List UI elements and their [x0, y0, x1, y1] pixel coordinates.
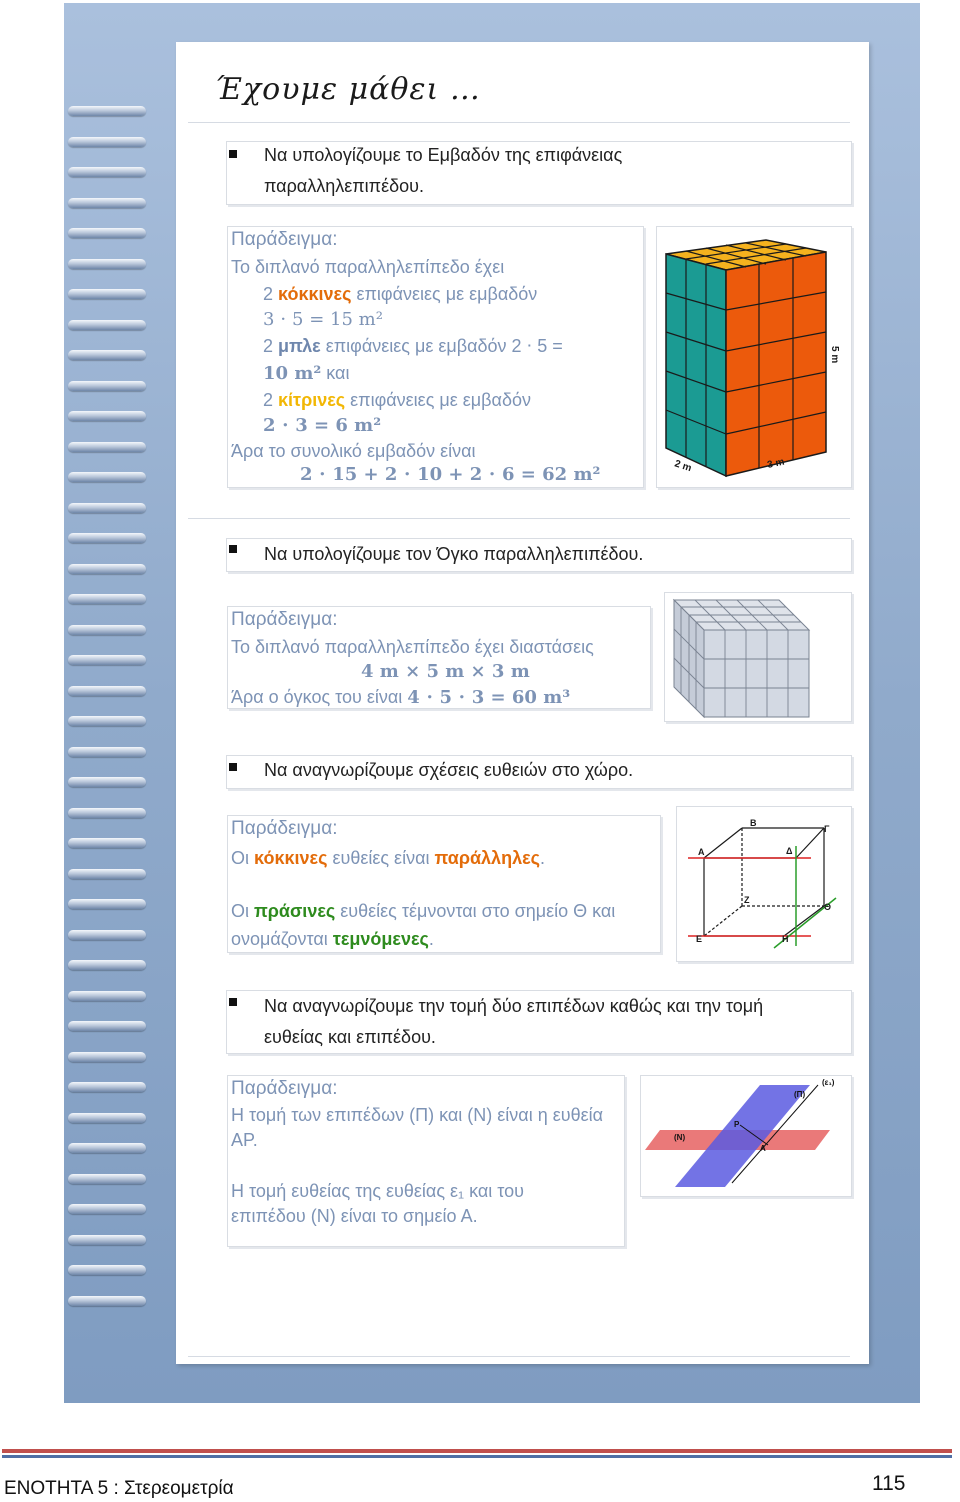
binding-ring: [64, 1076, 150, 1098]
binding-ring: [64, 558, 150, 580]
colored-cuboid-illustration: [656, 226, 850, 486]
binding-ring: [64, 1107, 150, 1129]
bullet-icon: [229, 150, 237, 158]
vertex-label: Δ: [786, 846, 793, 856]
math-line: 10 m² και: [263, 363, 350, 384]
bullet-text: Να υπολογίζουμε τον Όγκο παραλληλεπιπέδου.: [264, 544, 644, 564]
example-label: Παράδειγμα:: [231, 1078, 338, 1099]
example-label: Παράδειγμα:: [231, 818, 338, 839]
vertex-label: Θ: [824, 902, 832, 912]
binding-ring: [64, 161, 150, 183]
vertex-label: Α: [698, 847, 705, 857]
bullet-text: Να αναγνωρίζουμε σχέσεις ευθειών στο χώρο.: [264, 760, 634, 780]
footer-rule-blue: [2, 1455, 952, 1458]
binding-ring: [64, 710, 150, 732]
binding-ring: [64, 405, 150, 427]
binding-ring: [64, 1229, 150, 1251]
binding-ring: [64, 466, 150, 488]
binding-ring: [64, 649, 150, 671]
binding-ring: [64, 497, 150, 519]
binding-ring: [64, 832, 150, 854]
binding-ring: [64, 771, 150, 793]
bullet-text: παραλληλεπιπέδου.: [264, 176, 424, 196]
ruled-line: [188, 518, 850, 519]
math-line: 2 ⋅ 15 + 2 ⋅ 10 + 2 ⋅ 6 = 62 m²: [300, 464, 601, 485]
example-line-yellow: 2 κίτρινες επιφάνειες με εμβαδόν: [263, 390, 531, 410]
vertex-label: Β: [750, 818, 757, 828]
math-line: 3 ⋅ 5 = 15 m²: [263, 309, 383, 330]
example-label: Παράδειγμα:: [231, 609, 338, 630]
binding-ring: [64, 893, 150, 915]
example-text: ονομάζονται τεμνόμενες.: [231, 929, 434, 949]
bullet-text: Να αναγνωρίζουμε την τομή δύο επιπέδων καθώς και την τομή: [264, 996, 764, 1016]
dimension-label: 5 m: [829, 346, 840, 364]
bullet-text: ευθείας και επιπέδου.: [264, 1027, 436, 1047]
spiral-binding: [64, 100, 150, 1320]
example-text: Άρα το συνολικό εμβαδόν είναι: [231, 441, 476, 461]
binding-ring: [64, 741, 150, 763]
ruled-line: [188, 1356, 850, 1357]
example-text: Οι πράσινες ευθείες τέμνονται στο σημείο Θ και: [231, 901, 616, 921]
binding-ring: [64, 924, 150, 946]
binding-ring: [64, 802, 150, 824]
binding-ring: [64, 1015, 150, 1037]
binding-ring: [64, 527, 150, 549]
vertex-label: Γ: [824, 824, 830, 834]
example-text: Οι κόκκινες ευθείες είναι παράλληλες.: [231, 848, 545, 868]
bullet-icon: [229, 763, 237, 771]
binding-ring: [64, 253, 150, 275]
example-line-red: 2 κόκκινες επιφάνειες με εμβαδόν: [263, 284, 538, 304]
example-text: Η τομή των επιπέδων (Π) και (Ν) είναι η ευθεία: [231, 1105, 604, 1125]
dimension-label: 3 m: [766, 456, 786, 471]
binding-ring: [64, 131, 150, 153]
ruled-line: [188, 122, 850, 123]
binding-ring: [64, 192, 150, 214]
binding-ring: [64, 680, 150, 702]
unit-cube-grid-illustration: [664, 592, 850, 720]
example-text: Το διπλανό παραλληλεπίπεδο έχει διαστάσεις: [231, 637, 594, 657]
example-text: επιπέδου (Ν) είναι το σημείο Α.: [231, 1206, 478, 1226]
binding-ring: [64, 954, 150, 976]
bullet-icon: [229, 545, 237, 553]
binding-ring: [64, 314, 150, 336]
binding-ring: [64, 436, 150, 458]
line-label: (ε₁): [822, 1078, 835, 1087]
bullet-icon: [229, 998, 237, 1006]
binding-ring: [64, 222, 150, 244]
binding-ring: [64, 985, 150, 1007]
page-number: 115: [872, 1472, 906, 1495]
binding-ring: [64, 1137, 150, 1159]
footer-rule-red: [2, 1449, 952, 1453]
point-label: Ρ: [734, 1120, 740, 1129]
vertex-label: Η: [782, 934, 789, 944]
plane-label: (Ν): [674, 1133, 686, 1142]
binding-ring: [64, 283, 150, 305]
binding-ring: [64, 1046, 150, 1068]
binding-ring: [64, 1198, 150, 1220]
footer-chapter: ΕΝΟΤΗΤΑ 5 : Στερεομετρία: [4, 1478, 234, 1499]
example-text: Το διπλανό παραλληλεπίπεδο έχει: [231, 257, 505, 277]
point-label: Α: [760, 1144, 766, 1153]
example-text: ΑΡ.: [231, 1130, 258, 1150]
example-label: Παράδειγμα:: [231, 229, 338, 250]
math-line: 2 ⋅ 3 = 6 m²: [263, 415, 382, 436]
binding-ring: [64, 344, 150, 366]
binding-ring: [64, 863, 150, 885]
dimension-label: 2 m: [673, 458, 693, 475]
bullet-text: Να υπολογίζουμε το Εμβαδόν της επιφάνειας: [264, 145, 623, 165]
example-line-blue: 2 μπλε επιφάνειες με εμβαδόν 2 ⋅ 5 =: [263, 336, 563, 356]
cube-lines-illustration: [676, 806, 850, 960]
math-line: 4 m × 5 m × 3 m: [361, 661, 530, 682]
planes-intersection-illustration: [640, 1075, 850, 1195]
vertex-label: Ε: [696, 934, 703, 944]
vertex-label: Ζ: [744, 895, 750, 905]
binding-ring: [64, 1168, 150, 1190]
binding-ring: [64, 375, 150, 397]
plane-label: (Π): [794, 1090, 806, 1099]
binding-ring: [64, 1290, 150, 1312]
example-text: Η τομή ευθείας της ευθείας ε₁ και του: [231, 1181, 525, 1201]
binding-ring: [64, 100, 150, 122]
binding-ring: [64, 619, 150, 641]
example-text: Άρα ο όγκος του είναι 4 ⋅ 5 ⋅ 3 = 60 m³: [231, 687, 571, 708]
binding-ring: [64, 588, 150, 610]
page-title: Έχουμε μάθει …: [215, 72, 481, 107]
binding-ring: [64, 1259, 150, 1281]
